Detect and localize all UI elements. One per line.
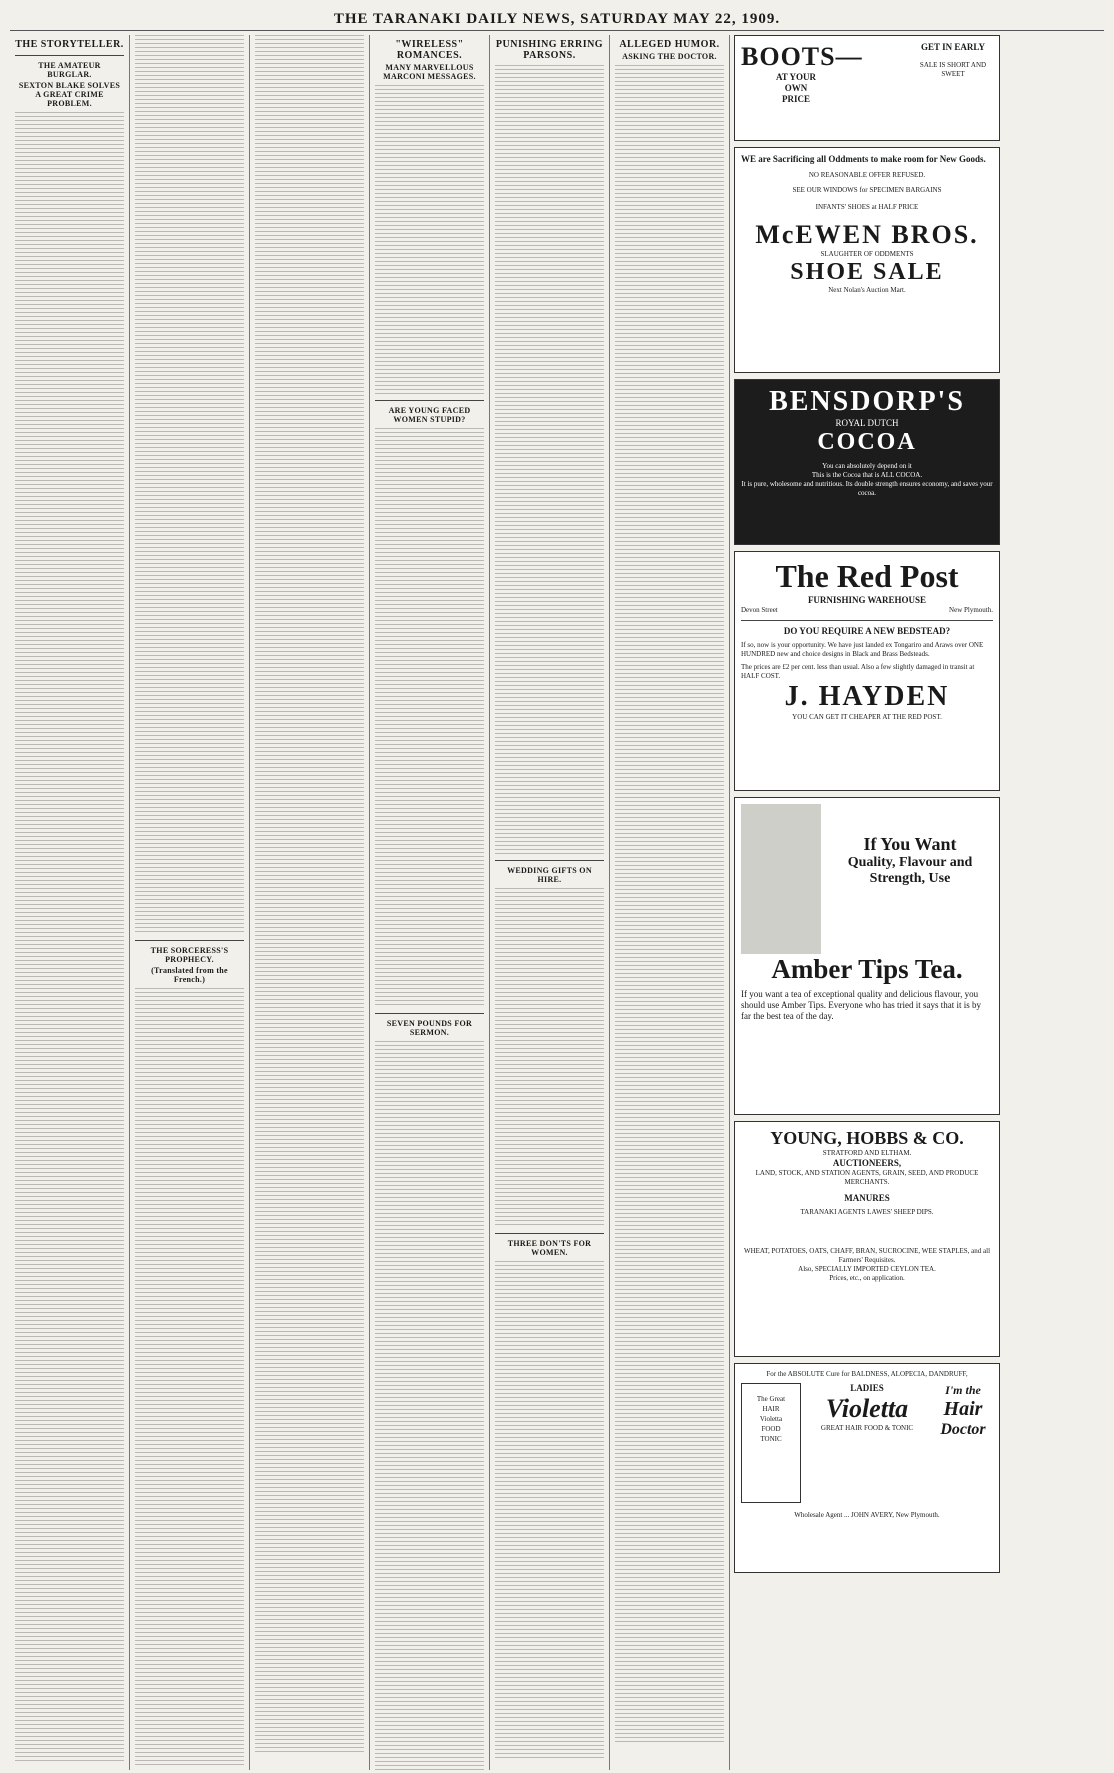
- young-agents: TARANAKI AGENTS LAWES' SHEEP DIPS.: [800, 1208, 934, 1216]
- redpost-name: J. HAYDEN: [784, 681, 950, 712]
- mcewen-see: SEE OUR WINDOWS for SPECIMEN BARGAINS: [792, 186, 942, 194]
- boots-side: GET IN EARLY: [920, 42, 986, 52]
- divider: [495, 860, 604, 861]
- hair-bottle: [741, 1383, 801, 1503]
- young-sub: STRATFORD AND ELTHAM.: [822, 1149, 912, 1157]
- column-5: [490, 35, 610, 1770]
- article-subheading-2: THREE DON'TS FOR WOMEN.: [507, 1239, 592, 1257]
- divider: [495, 1233, 604, 1234]
- mcewen-sub: NO REASONABLE OFFER REFUSED.: [808, 171, 926, 179]
- article-subheading: WEDDING GIFTS ON HIRE.: [507, 866, 592, 884]
- article-subheading: ASKING THE DOCTOR.: [622, 52, 717, 61]
- divider: [741, 620, 993, 621]
- story-subheading: THE SORCERESS'S PROPHECY.: [150, 946, 229, 964]
- amber-title: Amber Tips Tea.: [771, 954, 963, 984]
- bottle-label-5: TONIC: [760, 1435, 782, 1443]
- violetta-l1: For the ABSOLUTE Cure for BALDNESS, ALOPECIA, DANDRUFF,: [766, 1370, 968, 1378]
- column-6: [610, 35, 730, 1770]
- story-subheading-2: SEXTON BLAKE SOLVES A GREAT CRIME PROBLEM.: [18, 81, 121, 108]
- ad-bensdorp: [734, 379, 1000, 545]
- divider: [15, 55, 124, 56]
- column-1: [10, 35, 130, 1770]
- bensdorp-l1: You can absolutely depend on it: [822, 462, 912, 470]
- story-heading: THE STORYTELLER.: [15, 39, 124, 50]
- bensdorp-brand: BENSDORP'S: [769, 386, 965, 417]
- article-text: [495, 1261, 604, 1761]
- ads-column: [730, 35, 1004, 1770]
- bensdorp-l3: It is pure, wholesome and nutritious. Its double strength ensures economy, and saves your cocoa.: [741, 480, 993, 497]
- ad-redpost: [734, 551, 1000, 791]
- article-text: [375, 1041, 484, 1770]
- ad-mcewen: [734, 147, 1000, 373]
- article-subheading: MANY MARVELLOUS MARCONI MESSAGES.: [383, 63, 476, 81]
- bottle-label-1: The Great: [756, 1395, 786, 1403]
- boots-line2: OWN: [784, 83, 808, 93]
- mcewen-addr: Next Nolan's Auction Mart.: [828, 286, 906, 294]
- ad-violetta: [734, 1363, 1000, 1573]
- ad-amber-tips: [734, 797, 1000, 1115]
- mcewen-shoe: SHOE SALE: [790, 259, 944, 285]
- column-3: [250, 35, 370, 1770]
- young-tea: Also, SPECIALLY IMPORTED CEYLON TEA.: [798, 1265, 936, 1273]
- young-manures: MANURES: [844, 1193, 890, 1203]
- article-text: [135, 988, 244, 1768]
- article-text: [375, 85, 484, 395]
- violetta-ladies: LADIES: [850, 1383, 884, 1393]
- article-heading: PUNISHING ERRING PARSONS.: [495, 39, 604, 61]
- bottle-label-2: HAIR: [762, 1405, 780, 1413]
- redpost-body: If so, now is your opportunity. We have just landed ex Tongariro and Araws over ONE HUNDRED new and choice designs in Black and Brass Bedsteads.: [741, 641, 984, 658]
- boots-line1: AT YOUR: [775, 72, 817, 82]
- ad-young-hobbs: [734, 1121, 1000, 1357]
- young-role: AUCTIONEERS,: [832, 1158, 902, 1168]
- amber-l3: Strength, Use: [869, 871, 951, 886]
- amber-body: If you want a tea of exceptional quality and delicious flavour, you should use Amber Tips. Everyone who has tried it says that it is by far the best tea of the day.: [741, 989, 981, 1021]
- boots-title: BOOTS—: [741, 42, 863, 71]
- divider: [375, 1013, 484, 1014]
- mcewen-tagline: SLAUGHTER OF ODDMENTS: [820, 250, 914, 258]
- article-text: [615, 65, 724, 1745]
- violetta-agent: Wholesale Agent ... JOHN AVERY, New Plymouth.: [794, 1511, 940, 1519]
- redpost-sub: FURNISHING WAREHOUSE: [807, 595, 927, 605]
- redpost-title: The Red Post: [775, 558, 959, 594]
- story-subheading-2: (Translated from the French.): [151, 966, 228, 984]
- bensdorp-cocoa: COCOA: [817, 429, 917, 455]
- redpost-foot: YOU CAN GET IT CHEAPER AT THE RED POST.: [792, 713, 942, 721]
- article-text: [255, 35, 364, 1755]
- article-text: [495, 888, 604, 1228]
- redpost-q: DO YOU REQUIRE A NEW BEDSTEAD?: [783, 626, 951, 636]
- woman-illustration: [741, 804, 821, 954]
- redpost-street: Devon Street: [741, 606, 778, 614]
- bensdorp-sub: ROYAL DUTCH: [835, 418, 899, 428]
- article-heading: "WIRELESS" ROMANCES.: [395, 39, 464, 61]
- article-subheading-2: ARE YOUNG FACED WOMEN STUPID?: [388, 406, 471, 424]
- hair-doctor-3: Doctor: [940, 1421, 986, 1438]
- boots-line3: PRICE: [781, 94, 810, 104]
- redpost-town: New Plymouth.: [949, 606, 993, 614]
- columns: [10, 35, 1104, 1770]
- hair-doctor-2: Hair: [943, 1398, 983, 1420]
- article-heading: ALLEGED HUMOR.: [619, 39, 720, 50]
- young-wheat: WHEAT, POTATOES, OATS, CHAFF, BRAN, SUCROCINE, WEE STAPLES, and all Farmers' Requisites.: [743, 1247, 991, 1264]
- young-price: Prices, etc., on application.: [829, 1274, 905, 1282]
- mcewen-intro: WE are Sacrificing all Oddments to make room for New Goods.: [741, 154, 986, 164]
- masthead-title: THE TARANAKI DAILY NEWS, SATURDAY MAY 22, 1909.: [333, 10, 781, 27]
- bottle-label-4: FOOD: [761, 1425, 781, 1433]
- boots-side2: SALE IS SHORT AND SWEET: [919, 61, 987, 78]
- amber-l1: If You Want: [863, 834, 957, 854]
- ad-boots: [734, 35, 1000, 141]
- column-4: [370, 35, 490, 1770]
- redpost-prices: The prices are £2 per cent. less than usual. Also a few slightly damaged in transit at HALF COST.: [741, 663, 975, 680]
- violetta-name: Violetta: [825, 1394, 909, 1423]
- hair-doctor-1: I'm the: [945, 1383, 981, 1397]
- masthead: [10, 8, 1104, 31]
- article-text: [15, 112, 124, 1762]
- column-2: [130, 35, 250, 1770]
- violetta-great: GREAT HAIR FOOD & TONIC: [820, 1424, 914, 1432]
- story-subheading: THE AMATEUR BURGLAR.: [38, 61, 101, 79]
- article-text: [495, 65, 604, 855]
- article-subheading-3: SEVEN POUNDS FOR SERMON.: [386, 1019, 473, 1037]
- mcewen-name: McEWEN BROS.: [755, 220, 979, 249]
- divider: [135, 940, 244, 941]
- amber-l2: Quality, Flavour and: [847, 855, 973, 870]
- young-name: YOUNG, HOBBS & CO.: [770, 1128, 964, 1148]
- article-text: [375, 428, 484, 1008]
- divider: [375, 400, 484, 401]
- mcewen-infants: INFANTS' SHOES at HALF PRICE: [815, 203, 919, 211]
- young-sub2: LAND, STOCK, AND STATION AGENTS, GRAIN, SEED, AND PRODUCE MERCHANTS.: [755, 1169, 979, 1186]
- bottle-label-3: Violetta: [759, 1415, 783, 1423]
- bensdorp-l2: This is the Cocoa that is ALL COCOA.: [811, 471, 923, 479]
- article-text: [135, 35, 244, 935]
